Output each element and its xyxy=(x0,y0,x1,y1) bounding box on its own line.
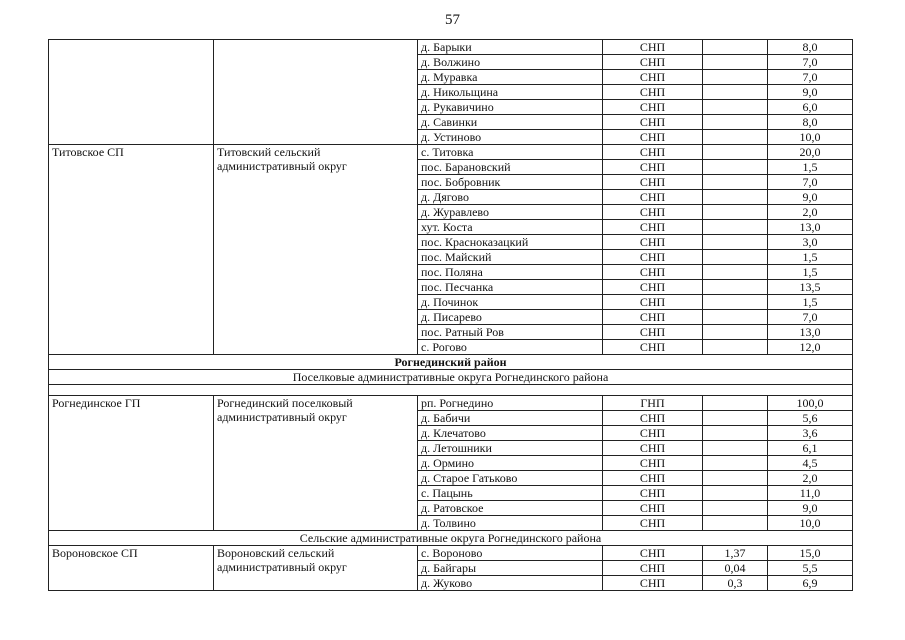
okrug-cell xyxy=(214,40,418,145)
type-cell: СНП xyxy=(603,235,703,250)
type-cell: СНП xyxy=(603,486,703,501)
settlement-cell: с. Титовка xyxy=(418,145,603,160)
spacer-cell xyxy=(49,385,853,396)
distance-cell: 3,6 xyxy=(768,426,853,441)
type-cell: СНП xyxy=(603,40,703,55)
type-cell: СНП xyxy=(603,310,703,325)
type-cell: СНП xyxy=(603,250,703,265)
settlement-cell: рп. Рогнедино xyxy=(418,396,603,411)
area-cell xyxy=(703,235,768,250)
area-cell xyxy=(703,265,768,280)
type-cell: СНП xyxy=(603,501,703,516)
area-cell xyxy=(703,426,768,441)
area-cell xyxy=(703,175,768,190)
settlement-cell: д. Починок xyxy=(418,295,603,310)
distance-cell: 1,5 xyxy=(768,160,853,175)
distance-cell: 13,5 xyxy=(768,280,853,295)
settlement-cell: д. Бабичи xyxy=(418,411,603,426)
type-cell: СНП xyxy=(603,160,703,175)
area-cell: 1,37 xyxy=(703,546,768,561)
spacer-row xyxy=(49,385,853,396)
distance-cell: 4,5 xyxy=(768,456,853,471)
municipality-cell xyxy=(49,40,214,145)
table-row xyxy=(49,145,853,160)
area-cell xyxy=(703,295,768,310)
area-cell xyxy=(703,280,768,295)
distance-cell: 5,6 xyxy=(768,411,853,426)
distance-cell: 7,0 xyxy=(768,175,853,190)
settlement-cell: д. Дягово xyxy=(418,190,603,205)
type-cell: СНП xyxy=(603,516,703,531)
type-cell: СНП xyxy=(603,576,703,591)
settlement-cell: пос. Песчанка xyxy=(418,280,603,295)
type-cell: СНП xyxy=(603,561,703,576)
distance-cell: 13,0 xyxy=(768,220,853,235)
area-cell xyxy=(703,340,768,355)
area-cell xyxy=(703,471,768,486)
type-cell: СНП xyxy=(603,55,703,70)
type-cell: ГНП xyxy=(603,396,703,411)
area-cell xyxy=(703,145,768,160)
area-cell xyxy=(703,486,768,501)
settlement-cell: д. Клечатово xyxy=(418,426,603,441)
table-row xyxy=(49,546,853,561)
type-cell: СНП xyxy=(603,546,703,561)
distance-cell: 8,0 xyxy=(768,115,853,130)
settlements-table xyxy=(48,39,853,591)
okrug-cell: Вороновский сельский административный округ xyxy=(214,546,418,591)
distance-cell: 5,5 xyxy=(768,561,853,576)
distance-cell: 10,0 xyxy=(768,516,853,531)
distance-cell: 7,0 xyxy=(768,310,853,325)
type-cell: СНП xyxy=(603,456,703,471)
area-cell: 0,3 xyxy=(703,576,768,591)
district-title: Рогнединский район xyxy=(49,355,853,370)
type-cell: СНП xyxy=(603,280,703,295)
distance-cell: 1,5 xyxy=(768,295,853,310)
municipality-cell: Вороновское СП xyxy=(49,546,214,591)
distance-cell: 1,5 xyxy=(768,250,853,265)
section-row xyxy=(49,370,853,385)
distance-cell: 100,0 xyxy=(768,396,853,411)
section-title: Поселковые административные округа Рогнединского района xyxy=(49,370,853,385)
table-row xyxy=(49,40,853,55)
distance-cell: 2,0 xyxy=(768,471,853,486)
settlement-cell: пос. Барановский xyxy=(418,160,603,175)
settlement-cell: д. Старое Гатьково xyxy=(418,471,603,486)
settlement-cell: пос. Бобровник xyxy=(418,175,603,190)
area-cell xyxy=(703,130,768,145)
distance-cell: 9,0 xyxy=(768,501,853,516)
settlement-cell: пос. Поляна xyxy=(418,265,603,280)
area-cell xyxy=(703,70,768,85)
type-cell: СНП xyxy=(603,175,703,190)
settlement-cell: д. Байгары xyxy=(418,561,603,576)
distance-cell: 8,0 xyxy=(768,40,853,55)
distance-cell: 15,0 xyxy=(768,546,853,561)
area-cell xyxy=(703,396,768,411)
section-title: Сельские административные округа Рогнединского района xyxy=(49,531,853,546)
area-cell xyxy=(703,220,768,235)
area-cell xyxy=(703,501,768,516)
settlement-cell: с. Пацынь xyxy=(418,486,603,501)
distance-cell: 11,0 xyxy=(768,486,853,501)
settlement-cell: д. Рукавичино xyxy=(418,100,603,115)
distance-cell: 3,0 xyxy=(768,235,853,250)
area-cell xyxy=(703,250,768,265)
type-cell: СНП xyxy=(603,340,703,355)
area-cell xyxy=(703,115,768,130)
table-row xyxy=(49,396,853,411)
distance-cell: 10,0 xyxy=(768,130,853,145)
settlement-cell: пос. Майский xyxy=(418,250,603,265)
distance-cell: 7,0 xyxy=(768,70,853,85)
area-cell xyxy=(703,325,768,340)
distance-cell: 9,0 xyxy=(768,85,853,100)
area-cell xyxy=(703,190,768,205)
area-cell xyxy=(703,516,768,531)
distance-cell: 6,0 xyxy=(768,100,853,115)
distance-cell: 1,5 xyxy=(768,265,853,280)
area-cell xyxy=(703,456,768,471)
distance-cell: 20,0 xyxy=(768,145,853,160)
area-cell xyxy=(703,310,768,325)
type-cell: СНП xyxy=(603,426,703,441)
settlement-cell: д. Никольщина xyxy=(418,85,603,100)
settlement-cell: с. Рогово xyxy=(418,340,603,355)
settlement-cell: д. Летошники xyxy=(418,441,603,456)
settlement-cell: д. Писарево xyxy=(418,310,603,325)
distance-cell: 6,1 xyxy=(768,441,853,456)
type-cell: СНП xyxy=(603,115,703,130)
area-cell xyxy=(703,85,768,100)
area-cell xyxy=(703,40,768,55)
settlement-cell: д. Муравка xyxy=(418,70,603,85)
area-cell: 0,04 xyxy=(703,561,768,576)
section-row xyxy=(49,531,853,546)
distance-cell: 6,9 xyxy=(768,576,853,591)
settlement-cell: д. Устиново xyxy=(418,130,603,145)
distance-cell: 2,0 xyxy=(768,205,853,220)
type-cell: СНП xyxy=(603,471,703,486)
type-cell: СНП xyxy=(603,265,703,280)
settlement-cell: д. Толвино xyxy=(418,516,603,531)
settlement-cell: хут. Коста xyxy=(418,220,603,235)
type-cell: СНП xyxy=(603,145,703,160)
distance-cell: 12,0 xyxy=(768,340,853,355)
type-cell: СНП xyxy=(603,411,703,426)
settlement-cell: д. Ормино xyxy=(418,456,603,471)
settlement-cell: пос. Красноказацкий xyxy=(418,235,603,250)
settlement-cell: д. Ратовское xyxy=(418,501,603,516)
area-cell xyxy=(703,441,768,456)
type-cell: СНП xyxy=(603,441,703,456)
okrug-cell: Титовский сельский административный округ xyxy=(214,145,418,355)
type-cell: СНП xyxy=(603,85,703,100)
settlement-cell: д. Савинки xyxy=(418,115,603,130)
type-cell: СНП xyxy=(603,295,703,310)
type-cell: СНП xyxy=(603,130,703,145)
settlement-cell: д. Барыки xyxy=(418,40,603,55)
settlement-cell: д. Журавлево xyxy=(418,205,603,220)
settlement-cell: д. Жуково xyxy=(418,576,603,591)
area-cell xyxy=(703,55,768,70)
type-cell: СНП xyxy=(603,205,703,220)
distance-cell: 13,0 xyxy=(768,325,853,340)
area-cell xyxy=(703,205,768,220)
type-cell: СНП xyxy=(603,325,703,340)
settlement-cell: пос. Ратный Ров xyxy=(418,325,603,340)
settlement-cell: с. Вороново xyxy=(418,546,603,561)
area-cell xyxy=(703,160,768,175)
municipality-cell: Рогнединское ГП xyxy=(49,396,214,531)
page-number: 57 xyxy=(445,12,460,28)
distance-cell: 7,0 xyxy=(768,55,853,70)
type-cell: СНП xyxy=(603,100,703,115)
area-cell xyxy=(703,100,768,115)
area-cell xyxy=(703,411,768,426)
okrug-cell: Рогнединский поселковый административный округ xyxy=(214,396,418,531)
settlement-cell: д. Волжино xyxy=(418,55,603,70)
type-cell: СНП xyxy=(603,190,703,205)
distance-cell: 9,0 xyxy=(768,190,853,205)
type-cell: СНП xyxy=(603,70,703,85)
district-row xyxy=(49,355,853,370)
type-cell: СНП xyxy=(603,220,703,235)
municipality-cell: Титовское СП xyxy=(49,145,214,355)
